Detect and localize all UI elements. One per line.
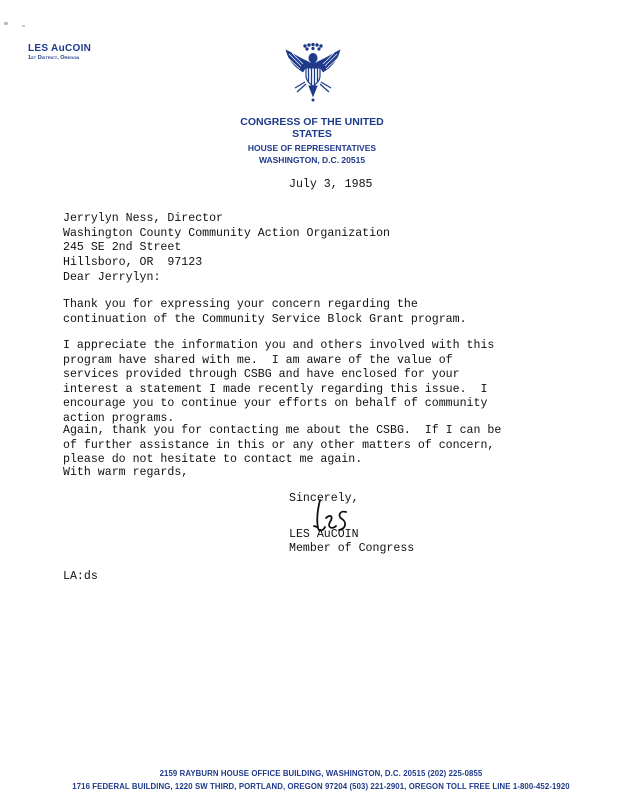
footer-address-oregon: 1716 FEDERAL BUILDING, 1220 SW THIRD, PORTLAND, OREGON 97204 (503) 221-2901, OREGON TOLL FREE LINE 1-800-452-1920 [72,782,570,791]
letterhead-city: WASHINGTON, D.C. 20515 [258,155,366,165]
great-seal-eagle-icon [283,42,343,106]
body-paragraph: Again, thank you for contacting me about the CSBG. If I can be of further assistance in this or any other matters of concern, please do not hesitate to contact me again. [63,424,502,467]
letterhead [220,116,404,165]
body-paragraph: I appreciate the information you and others involved with this program have shared with me. I am aware of the value of services provided through CSBG and have enclosed for your interest a statement I made recently regarding this issue. I encourage you to continue your efforts on behalf of community action programs. [63,339,495,425]
typist-initials: LA:ds [63,570,98,583]
letterhead-house: HOUSE OF REPRESENTATIVES [247,143,377,153]
closing: With warm regards, [63,466,189,479]
footer-address-dc: 2159 RAYBURN HOUSE OFFICE BUILDING, WASHINGTON, D.C. 20515 (202) 225-0855 [159,769,483,778]
recipient-line: Washington County Community Action Organization [63,226,390,240]
salutation: Dear Jerrylyn: [63,271,161,284]
scan-speck [4,22,8,25]
letter-date: July 3, 1985 [289,178,373,191]
letterhead-title: CONGRESS OF THE UNITED STATES [240,116,384,140]
body-paragraph: Thank you for expressing your concern regarding the continuation of the Community Service Block Grant program. [63,298,467,326]
sign-off: Sincerely, [289,492,359,505]
recipient-line: 245 SE 2nd Street [63,241,182,255]
recipient-line: Jerrylyn Ness, Director [63,212,224,225]
sender-district: 1st District, Oregon [28,55,80,61]
recipient-address [63,212,390,270]
signer-title: Member of Congress [289,542,415,555]
signer-name: LES AuCOIN [289,528,359,541]
sender-block [28,43,91,61]
scan-speck [22,25,25,27]
recipient-line: Hillsboro, OR 97123 [63,255,203,269]
sender-name: LES AuCOIN [28,43,92,54]
